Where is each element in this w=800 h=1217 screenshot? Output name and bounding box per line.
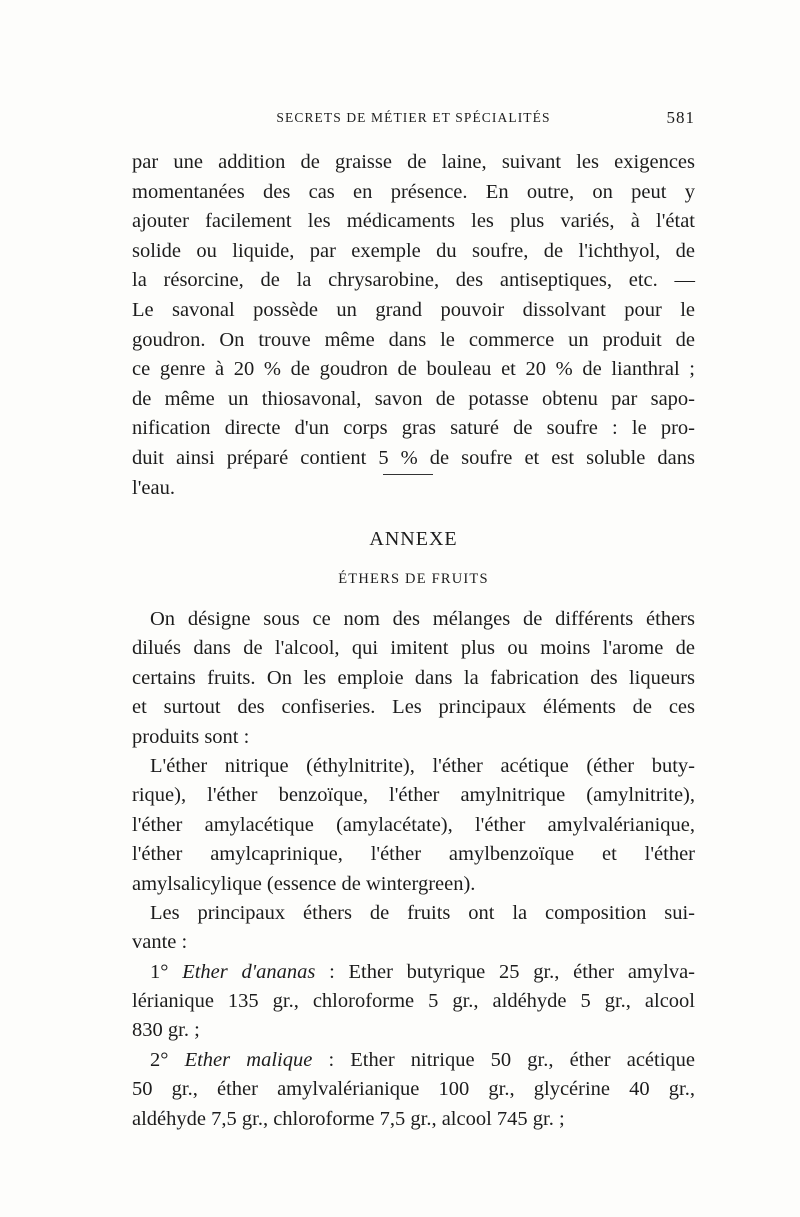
text-line: l'eau.	[132, 476, 175, 499]
text-line: l'éther amylcaprinique, l'éther amylbenzoïque et l'éther	[132, 843, 695, 866]
recipe-text: : Ether nitrique 50 gr., éther acétique	[312, 1048, 696, 1071]
text-line: Le savonal possède un grand pouvoir dissolvant pour le	[132, 298, 695, 321]
text-line: ajouter facilement les médicaments les plus variés, à l'état	[132, 210, 695, 233]
recipe-number: 1°	[150, 960, 169, 983]
text-line: momentanées des cas en présence. En outre, on peut y	[132, 180, 695, 203]
recipe-number: 2°	[150, 1048, 169, 1071]
text-line: L'éther nitrique (éthylnitrite), l'éther acétique (éther buty-	[150, 754, 695, 777]
text-line: solide ou liquide, par exemple du soufre, de l'ichthyol, de	[132, 239, 695, 262]
text-line: certains fruits. On les emploie dans la fabrication des liqueurs	[132, 666, 695, 689]
text-line: vante :	[132, 931, 188, 954]
recipe-name: Ether malique	[184, 1048, 313, 1071]
text-line: dilués dans de l'alcool, qui imitent plus ou moins l'arome de	[132, 637, 695, 660]
section-heading: ÉTHERS DE FRUITS	[338, 571, 489, 587]
recipe-line	[132, 958, 695, 987]
text-line: produits sont :	[132, 725, 250, 748]
text-line: goudron. On trouve même dans le commerce un produit de	[132, 328, 695, 351]
recipe-text: : Ether butyrique 25 gr., éther amylva-	[315, 960, 695, 983]
text-line: et surtout des confiseries. Les principaux éléments de ces	[132, 696, 695, 719]
text-line: de même un thiosavonal, savon de potasse obtenu par sapo-	[132, 387, 695, 410]
annexe-body	[132, 605, 695, 1134]
text-line: amylsalicylique (essence de wintergreen).	[132, 872, 476, 895]
text-line: la résorcine, de la chrysarobine, des antiseptiques, etc. —	[132, 269, 695, 292]
text-line: lérianique 135 gr., chloroforme 5 gr., aldéhyde 5 gr., alcool	[132, 990, 695, 1013]
text-line: ce genre à 20 % de goudron de bouleau et 20 % de lianthral ;	[132, 358, 695, 381]
text-line: aldéhyde 7,5 gr., chloroforme 7,5 gr., alcool 745 gr. ;	[132, 1107, 565, 1130]
page-number: 581	[666, 108, 695, 127]
text-line: nification directe d'un corps gras saturé de soufre : le pro-	[132, 417, 695, 440]
paragraph-savonal	[132, 148, 695, 503]
text-line: par une addition de graisse de laine, suivant les exigences	[132, 151, 695, 173]
running-head	[132, 106, 695, 130]
text-line: 50 gr., éther amylvalérianique 100 gr., glycérine 40 gr.,	[132, 1078, 695, 1101]
recipe-name: Ether d'ananas	[182, 960, 316, 983]
recipe-line	[132, 1046, 695, 1075]
text-line: Les principaux éthers de fruits ont la composition sui-	[150, 901, 695, 924]
annexe-heading: ANNEXE	[369, 528, 458, 550]
running-title: SECRETS DE MÉTIER ET SPÉCIALITÉS	[276, 110, 551, 125]
separator-rule	[383, 474, 433, 475]
text-line: 830 gr. ;	[132, 1019, 200, 1042]
text-line: rique), l'éther benzoïque, l'éther amylnitrique (amylnitrite),	[132, 784, 695, 807]
text-line: duit ainsi préparé contient 5 % de soufre et est soluble dans	[132, 446, 695, 469]
text-line: l'éther amylacétique (amylacétate), l'éther amylvalérianique,	[132, 813, 695, 836]
text-line: On désigne sous ce nom des mélanges de différents éthers	[150, 608, 695, 630]
